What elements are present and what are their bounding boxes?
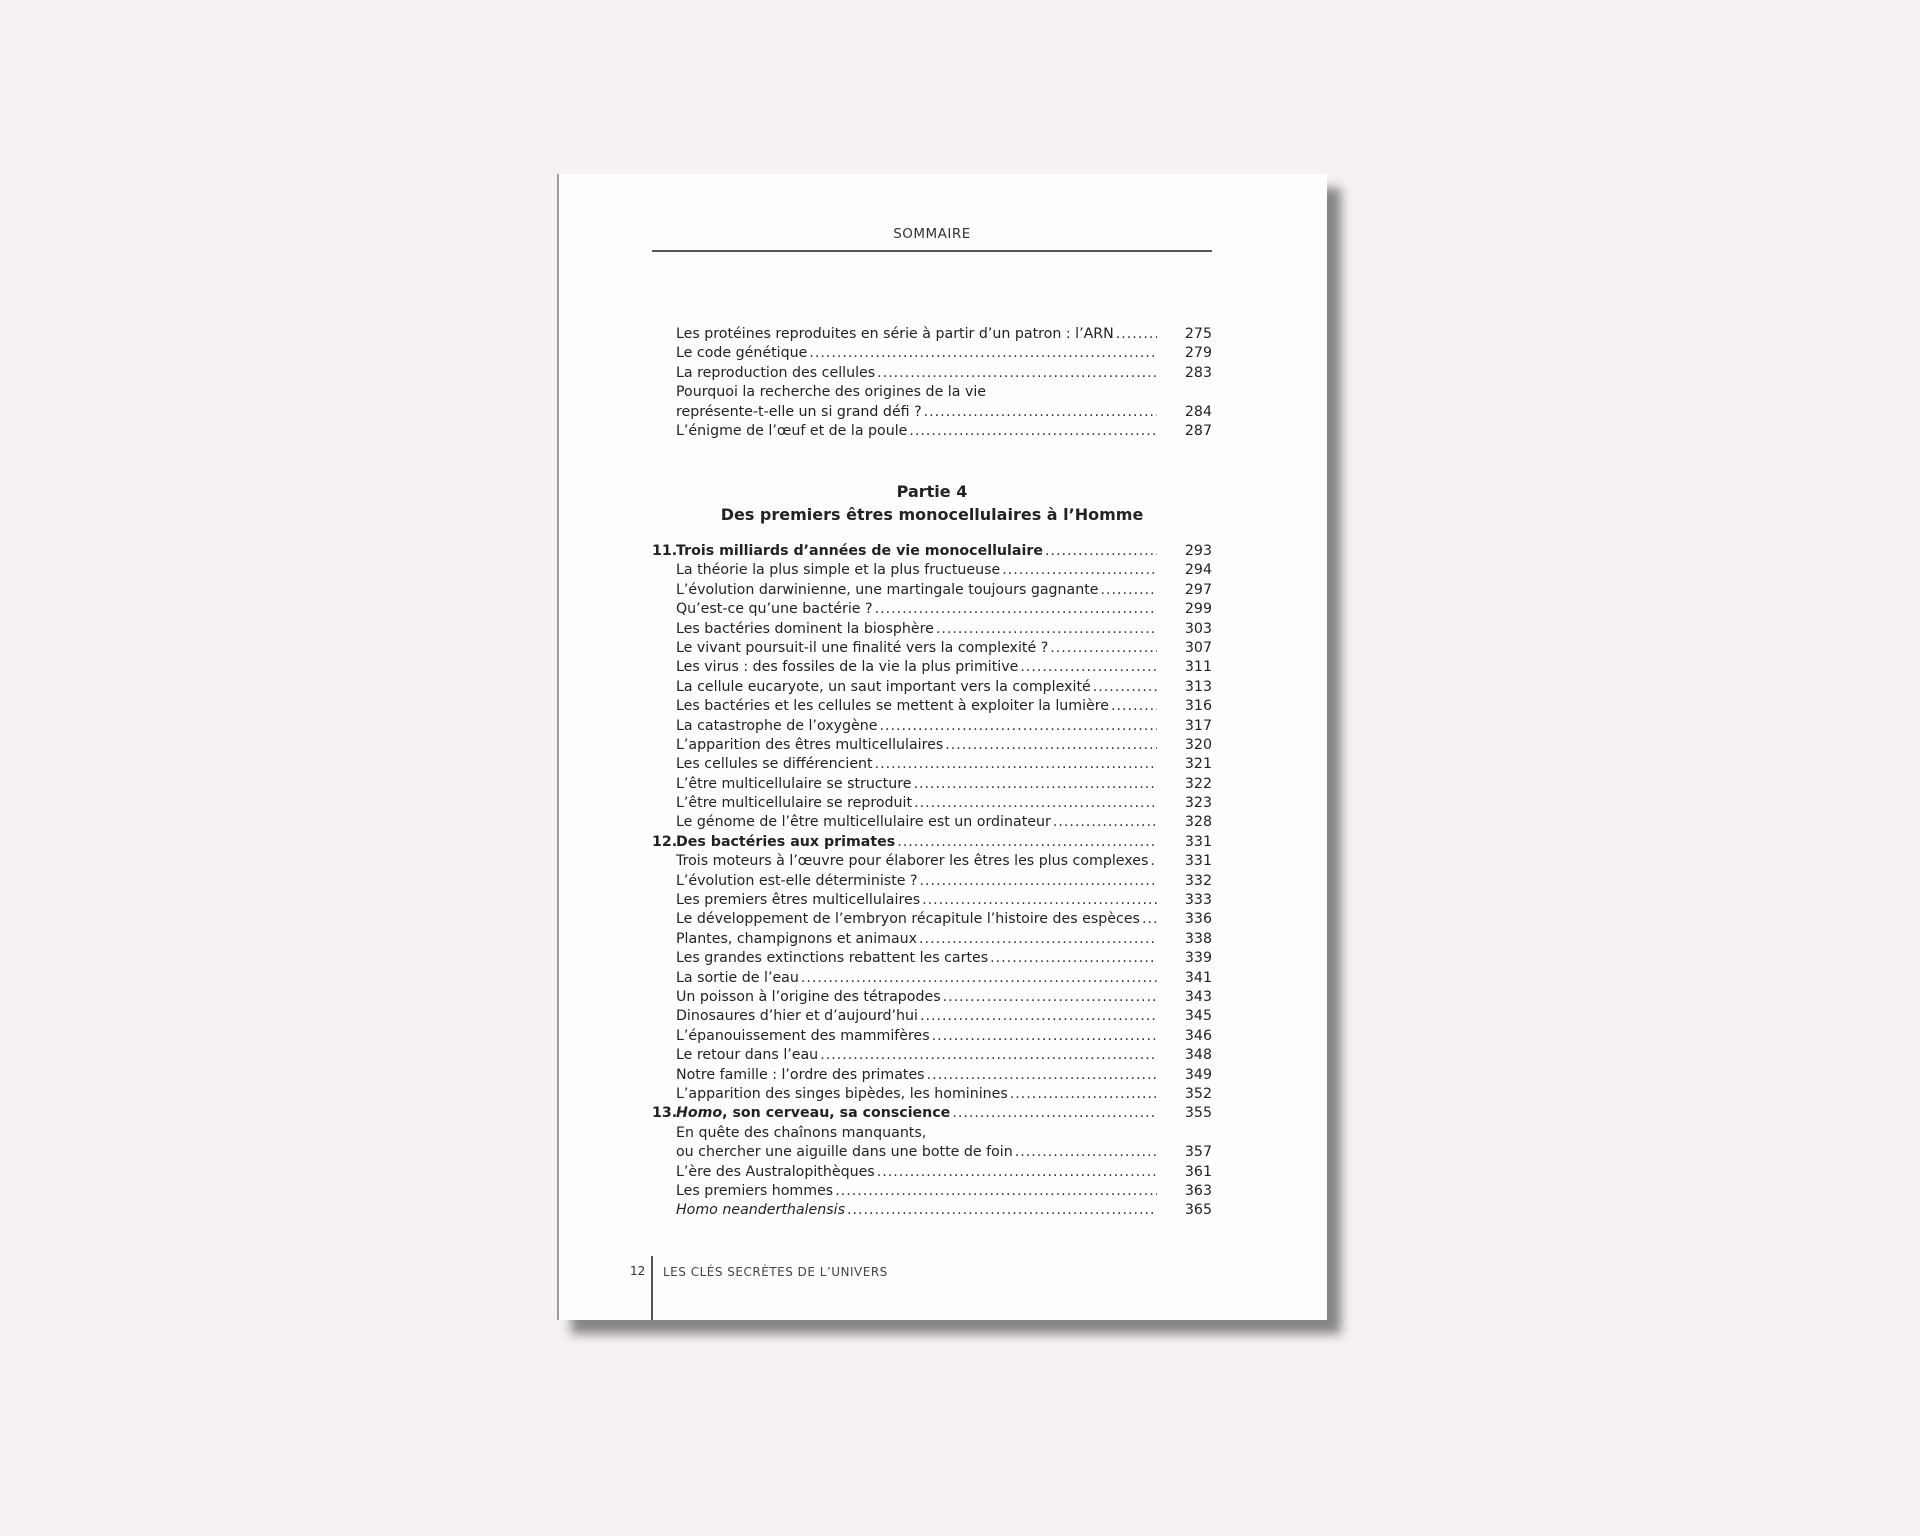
page-number: 303 — [1184, 620, 1212, 637]
entry-title: La sortie de l’eau — [676, 969, 799, 986]
entry-title: Trois moteurs à l’œuvre pour élaborer les êtres les plus complexes — [676, 853, 1149, 870]
page-number: 275 — [1184, 326, 1212, 342]
dot-leader — [1053, 813, 1157, 832]
toc-main-list — [652, 542, 1212, 1221]
toc-entry — [652, 755, 1212, 774]
toc-entry — [652, 1046, 1212, 1065]
dot-leader — [943, 988, 1157, 1007]
page-number: 332 — [1184, 872, 1212, 889]
toc-entry — [652, 794, 1212, 813]
toc-entry — [652, 581, 1212, 600]
toc-entry — [652, 813, 1212, 832]
entry-title: Les bactéries dominent la biosphère — [676, 620, 934, 637]
entry-title: Des bactéries aux primates — [676, 833, 896, 850]
footer-rule — [651, 1256, 653, 1320]
toc-entry — [652, 422, 1212, 441]
entry-title-rest: , son cerveau, sa conscience — [722, 1105, 951, 1122]
entry-title: Trois milliards d’années de vie monocellulaire — [676, 543, 1043, 559]
toc-chapter-entry — [652, 542, 1212, 561]
dot-leader — [952, 1104, 1157, 1123]
entry-title: Les premiers hommes — [676, 1182, 834, 1199]
entry-title: Pourquoi la recherche des origines de la vie — [676, 384, 987, 401]
entry-title: La théorie la plus simple et la plus fructueuse — [676, 562, 1001, 579]
toc-entry — [652, 678, 1212, 697]
entry-title: Les grandes extinctions rebattent les cartes — [676, 950, 989, 967]
dot-leader — [990, 949, 1157, 968]
dot-leader — [847, 1201, 1157, 1220]
toc-entry — [652, 383, 1212, 402]
entry-title: L’apparition des êtres multicellulaires — [676, 736, 944, 753]
dot-leader — [875, 755, 1157, 774]
dot-leader — [1050, 639, 1157, 658]
toc-entry — [652, 344, 1212, 363]
toc-entry — [652, 658, 1212, 677]
toc-entry — [652, 1027, 1212, 1046]
dot-leader — [877, 364, 1157, 383]
dot-leader — [877, 1163, 1157, 1182]
page-number: 333 — [1184, 892, 1212, 909]
entry-title: L’être multicellulaire se structure — [676, 775, 912, 792]
dot-leader — [1020, 658, 1157, 677]
dot-leader — [909, 422, 1157, 441]
entry-title: L’être multicellulaire se reproduit — [676, 795, 913, 812]
page-number: 279 — [1184, 345, 1212, 362]
page-number: 323 — [1184, 795, 1212, 812]
toc-entry — [652, 969, 1212, 988]
entry-title: Homo neanderthalensis — [676, 1202, 845, 1219]
entry-title: Les premiers êtres multicellulaires — [676, 892, 921, 909]
entry-title: ou chercher une aiguille dans une botte de foin — [676, 1144, 1013, 1161]
entry-title: Les protéines reproduites en série à partir d’un patron : l’ARN — [676, 326, 1114, 342]
page-number: 331 — [1184, 833, 1212, 850]
toc-entry — [652, 1143, 1212, 1162]
page-number: 352 — [1184, 1085, 1212, 1102]
page-number: 338 — [1184, 930, 1212, 947]
toc-entry — [652, 403, 1212, 422]
footer-page-number: 12 — [630, 1264, 646, 1278]
dot-leader — [922, 891, 1157, 910]
page-number: 363 — [1184, 1182, 1212, 1199]
footer-book-title: LES CLÉS SECRÈTES DE L’UNIVERS — [663, 1265, 888, 1279]
page-number: 328 — [1184, 814, 1212, 831]
toc-chapter-entry — [652, 1104, 1212, 1123]
entry-title: Les virus : des fossiles de la vie la plus primitive — [676, 659, 1019, 676]
dot-leader — [809, 344, 1157, 363]
toc-entry — [652, 736, 1212, 755]
toc-entry — [652, 561, 1212, 580]
entry-title: L’énigme de l’œuf et de la poule — [676, 422, 908, 439]
entry-title: Les cellules se différencient — [676, 756, 873, 773]
page-number: 349 — [1184, 1066, 1212, 1083]
toc-entry — [652, 1163, 1212, 1182]
entry-title: Le développement de l’embryon récapitule l’histoire des espèces — [676, 911, 1140, 928]
dot-leader — [1093, 678, 1157, 697]
page-number: 299 — [1184, 601, 1212, 618]
toc-entry — [652, 1066, 1212, 1085]
entry-title: En quête des chaînons manquants, — [676, 1124, 927, 1141]
toc-entry — [652, 852, 1212, 871]
toc-entry — [652, 600, 1212, 619]
entry-title: représente-t-elle un si grand défi ? — [676, 403, 922, 420]
page-number: 343 — [1184, 988, 1212, 1005]
toc-entry — [652, 325, 1212, 344]
dot-leader — [913, 775, 1157, 794]
entry-title — [676, 1104, 950, 1123]
entry-title: Le génome de l’être multicellulaire est un ordinateur — [676, 814, 1051, 831]
page-number: 294 — [1184, 562, 1212, 579]
page-number: 287 — [1184, 422, 1212, 439]
dot-leader — [1150, 852, 1157, 871]
page-number: 320 — [1184, 736, 1212, 753]
toc-entry — [652, 697, 1212, 716]
entry-title-italic: Homo — [676, 1105, 723, 1122]
page-number: 336 — [1184, 911, 1212, 928]
page-number: 361 — [1184, 1163, 1212, 1180]
page-number: 284 — [1184, 403, 1212, 420]
page-number: 313 — [1184, 678, 1212, 695]
page-number: 283 — [1184, 364, 1212, 381]
toc-entry — [652, 872, 1212, 891]
chapter-number: 13. — [652, 1105, 678, 1122]
page-number: 311 — [1184, 659, 1212, 676]
dot-leader — [919, 930, 1157, 949]
running-header: SOMMAIRE — [893, 226, 971, 242]
toc-entry — [652, 775, 1212, 794]
toc-entry — [652, 1085, 1212, 1104]
toc-entry — [652, 1201, 1212, 1220]
dot-leader — [820, 1046, 1157, 1065]
page-number: 321 — [1184, 756, 1212, 773]
page-number: 339 — [1184, 950, 1212, 967]
toc-entry — [652, 639, 1212, 658]
header-rule — [652, 250, 1212, 252]
page-number: 355 — [1184, 1105, 1212, 1122]
dot-leader — [920, 1007, 1157, 1026]
toc-entry — [652, 930, 1212, 949]
toc-entry — [652, 1007, 1212, 1026]
page-number: 341 — [1184, 969, 1212, 986]
dot-leader — [1002, 561, 1157, 580]
chapter-number: 11. — [652, 543, 678, 559]
entry-title: L’évolution est-elle déterministe ? — [676, 872, 918, 889]
dot-leader — [1010, 1085, 1157, 1104]
toc-chapter-entry — [652, 833, 1212, 852]
entry-title: L’épanouissement des mammifères — [676, 1027, 930, 1044]
entry-title: Un poisson à l’origine des tétrapodes — [676, 988, 941, 1005]
page-number: 316 — [1184, 698, 1212, 715]
dot-leader — [1015, 1143, 1157, 1162]
page-number: 331 — [1184, 853, 1212, 870]
toc-entry — [652, 949, 1212, 968]
entry-title: Qu’est-ce qu’une bactérie ? — [676, 601, 873, 618]
entry-title: Plantes, champignons et animaux — [676, 930, 918, 947]
toc-entry — [652, 620, 1212, 639]
page-number: 357 — [1184, 1144, 1212, 1161]
dot-leader — [1101, 581, 1157, 600]
toc-top-list — [652, 325, 1212, 441]
entry-title: Le code génétique — [676, 345, 808, 362]
entry-title: L’ère des Australopithèques — [676, 1163, 875, 1180]
toc-entry — [652, 910, 1212, 929]
entry-title: L’évolution darwinienne, une martingale toujours gagnante — [676, 581, 1099, 598]
page-number: 322 — [1184, 775, 1212, 792]
page-number: 345 — [1184, 1008, 1212, 1025]
page-number: 346 — [1184, 1027, 1212, 1044]
part-label: Partie 4 — [896, 482, 968, 501]
part-title: Des premiers êtres monocellulaires à l’Homme — [720, 505, 1144, 524]
dot-leader — [835, 1182, 1157, 1201]
page-number: 365 — [1184, 1202, 1212, 1219]
entry-title: Notre famille : l’ordre des primates — [676, 1066, 925, 1083]
dot-leader — [879, 717, 1157, 736]
page-number: 293 — [1184, 543, 1212, 559]
dot-leader — [920, 872, 1157, 891]
dot-leader — [1142, 910, 1157, 929]
entry-title: Dinosaures d’hier et d’aujourd’hui — [676, 1008, 918, 1025]
entry-title: La reproduction des cellules — [676, 364, 876, 381]
entry-title: La catastrophe de l’oxygène — [676, 717, 878, 734]
page-number: 317 — [1184, 717, 1212, 734]
dot-leader — [897, 833, 1157, 852]
toc-entry — [652, 988, 1212, 1007]
entry-title: Le vivant poursuit-il une finalité vers la complexité ? — [676, 639, 1049, 656]
toc-entry — [652, 1124, 1212, 1143]
dot-leader — [936, 620, 1157, 639]
toc-entry — [652, 891, 1212, 910]
chapter-number: 12. — [652, 833, 678, 850]
entry-title: Le retour dans l’eau — [676, 1047, 819, 1064]
page-number: 297 — [1184, 581, 1212, 598]
dot-leader — [932, 1027, 1157, 1046]
page-number: 307 — [1184, 639, 1212, 656]
dot-leader — [1116, 325, 1157, 344]
entry-title: Les bactéries et les cellules se mettent à exploiter la lumière — [676, 698, 1110, 715]
toc-entry — [652, 1182, 1212, 1201]
dot-leader — [945, 736, 1157, 755]
book-page — [557, 174, 1327, 1320]
entry-title: La cellule eucaryote, un saut important vers la complexité — [676, 678, 1091, 695]
toc-entry — [652, 364, 1212, 383]
entry-title: L’apparition des singes bipèdes, les hominines — [676, 1085, 1008, 1102]
dot-leader — [924, 403, 1157, 422]
dot-leader — [1111, 697, 1157, 716]
dot-leader — [875, 600, 1157, 619]
dot-leader — [1045, 542, 1157, 561]
dot-leader — [914, 794, 1157, 813]
dot-leader — [801, 969, 1157, 988]
page-number: 348 — [1184, 1047, 1212, 1064]
toc-entry — [652, 717, 1212, 736]
dot-leader — [927, 1066, 1157, 1085]
